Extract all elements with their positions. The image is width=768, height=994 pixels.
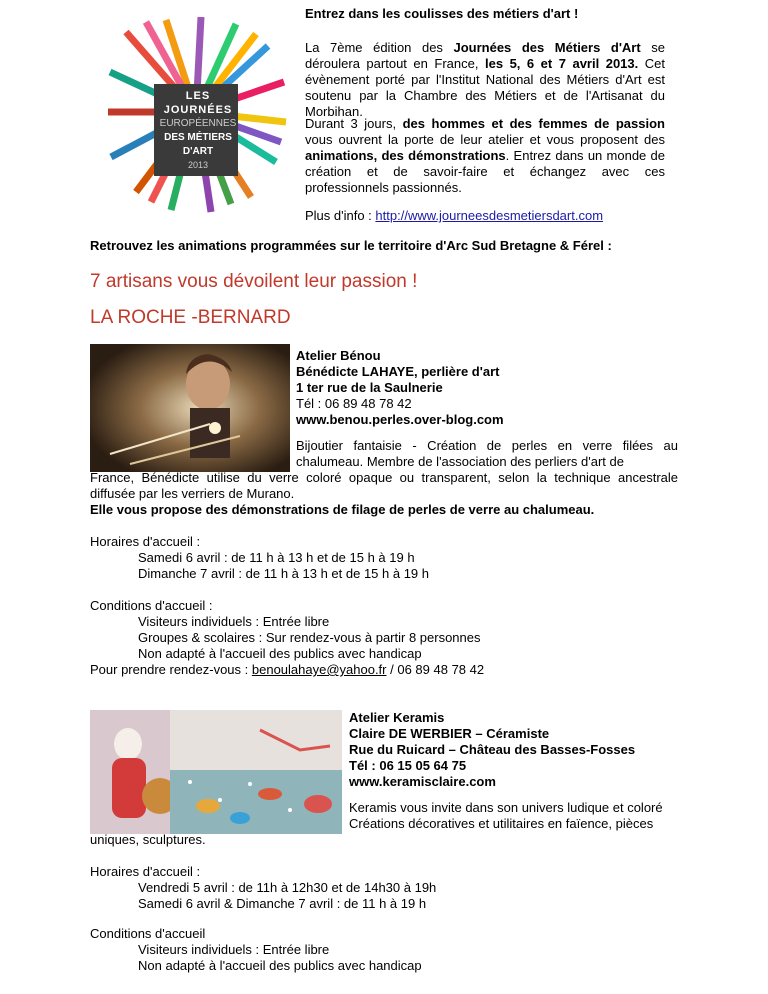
- intro-p2-b: des hommes et des femmes de passion: [402, 116, 665, 131]
- benou-condition-2: Groupes & scolaires : Sur rendez-vous à partir 8 personnes: [138, 630, 481, 645]
- logo-line-2: JOURNÉES: [163, 104, 233, 116]
- benou-desc-3: Elle vous propose des démonstrations de filage de perles de verre au chalumeau.: [90, 502, 595, 517]
- logo-line-5: D'ART: [182, 146, 214, 157]
- logo-line-6: 2013: [187, 160, 209, 170]
- keramis-address: Rue du Ruicard – Château des Basses-Fosses: [349, 742, 636, 757]
- keramis-horaire-1: Vendredi 5 avril : de 11h à 12h30 et de 14h30 à 19h: [138, 880, 437, 895]
- keramis-person: Claire DE WERBIER – Céramiste: [349, 726, 550, 741]
- keramis-horaires-label: Horaires d'accueil :: [90, 864, 201, 879]
- benou-name: Atelier Bénou: [296, 348, 381, 363]
- benou-rdv: [90, 662, 484, 678]
- keramis-web: www.keramisclaire.com: [349, 774, 496, 789]
- benou-desc-2: France, Bénédicte utilise du verre coloré opaque ou transparent, selon la technique ancestrale diffusée par les verriers de Murano.: [90, 470, 678, 501]
- intro-p2-a: Durant 3 jours,: [305, 116, 403, 131]
- intro-info: [305, 208, 665, 224]
- keramis-condition-1: Visiteurs individuels : Entrée libre: [138, 942, 330, 957]
- benou-conditions-label: Conditions d'accueil :: [90, 598, 213, 613]
- keramis-photo-graphic: [90, 710, 342, 834]
- benou-condition-3: Non adapté à l'accueil des publics avec handicap: [138, 646, 422, 661]
- benou-horaires-label: Horaires d'accueil :: [90, 534, 201, 549]
- intro-p1-e: Cet évènement porté par l'Institut National des Métiers d'Art est soutenu par la Chambre des Métiers et de l'Artisanat du Morbihan.: [305, 56, 665, 119]
- intro-p1-a: La 7ème édition des: [305, 40, 454, 55]
- rdv-tel: / 06 89 48 78 42: [386, 662, 485, 677]
- intro-paragraph-2: [305, 116, 665, 196]
- logo-line-4: DES MÉTIERS: [164, 132, 232, 143]
- keramis-condition-2: Non adapté à l'accueil des publics avec handicap: [138, 958, 422, 973]
- city-heading: LA ROCHE -BERNARD: [90, 307, 291, 328]
- rdv-email-link[interactable]: benoulahaye@yahoo.fr: [251, 662, 387, 677]
- keramis-photo: [90, 710, 342, 834]
- retrouvez-heading: Retrouvez les animations programmées sur le territoire d'Arc Sud Bretagne & Férel :: [90, 238, 612, 253]
- intro-p1-c: se déroulera partout en France,: [305, 40, 665, 71]
- intro-p2-c: vous ouvrent la porte de leur atelier et vous proposent des: [305, 132, 665, 147]
- rdv-label: Pour prendre rendez-vous :: [90, 662, 252, 677]
- info-label: Plus d'info :: [305, 208, 376, 223]
- event-logo: [108, 12, 288, 218]
- keramis-desc-1: Keramis vous invite dans son univers ludique et coloré: [349, 800, 663, 815]
- benou-desc-1: Bijoutier fantaisie - Création de perles en verre filées au chalumeau. Membre de l'association des perliers d'art de: [296, 438, 678, 469]
- benou-person: Bénédicte LAHAYE, perlière d'art: [296, 364, 500, 379]
- keramis-conditions-label: Conditions d'accueil: [90, 926, 206, 941]
- benou-web: www.benou.perles.over-blog.com: [296, 412, 504, 427]
- benou-photo: [90, 344, 290, 472]
- benou-condition-1: Visiteurs individuels : Entrée libre: [138, 614, 330, 629]
- benou-horaire-1: Samedi 6 avril : de 11 h à 13 h et de 15 h à 19 h: [138, 550, 415, 565]
- intro-paragraph-1: [305, 40, 665, 120]
- logo-line-1: LES: [185, 90, 211, 102]
- info-link[interactable]: http://www.journeesdesmetiersdart.com: [375, 208, 604, 223]
- benou-tel: Tél : 06 89 48 78 42: [296, 396, 412, 411]
- benou-horaire-2: Dimanche 7 avril : de 11 h à 13 h et de 15 h à 19 h: [138, 566, 430, 581]
- logo-line-3: EUROPÉENNES: [159, 118, 237, 129]
- benou-photo-graphic: [90, 344, 290, 472]
- keramis-desc-3: uniques, sculptures.: [90, 832, 206, 847]
- intro-p1-dates: les 5, 6 et 7 avril 2013.: [484, 56, 639, 71]
- benou-address: 1 ter rue de la Saulnerie: [296, 380, 443, 395]
- keramis-desc-2: Créations décoratives et utilitaires en faïence, pièces: [349, 816, 654, 831]
- headline: 7 artisans vous dévoilent leur passion !: [90, 271, 418, 292]
- intro-p1-b: Journées des Métiers d'Art: [453, 40, 641, 55]
- keramis-tel: Tél : 06 15 05 64 75: [349, 758, 467, 773]
- intro-p2-d: animations, des démonstrations: [305, 148, 506, 163]
- keramis-name: Atelier Keramis: [349, 710, 445, 725]
- keramis-horaire-2: Samedi 6 avril & Dimanche 7 avril : de 11 h à 19 h: [138, 896, 427, 911]
- intro-p2-e: . Entrez dans un monde de création et de savoir-faire et échangez avec ces professionnels passionnés.: [305, 148, 665, 195]
- intro-title: Entrez dans les coulisses des métiers d'art !: [305, 6, 579, 21]
